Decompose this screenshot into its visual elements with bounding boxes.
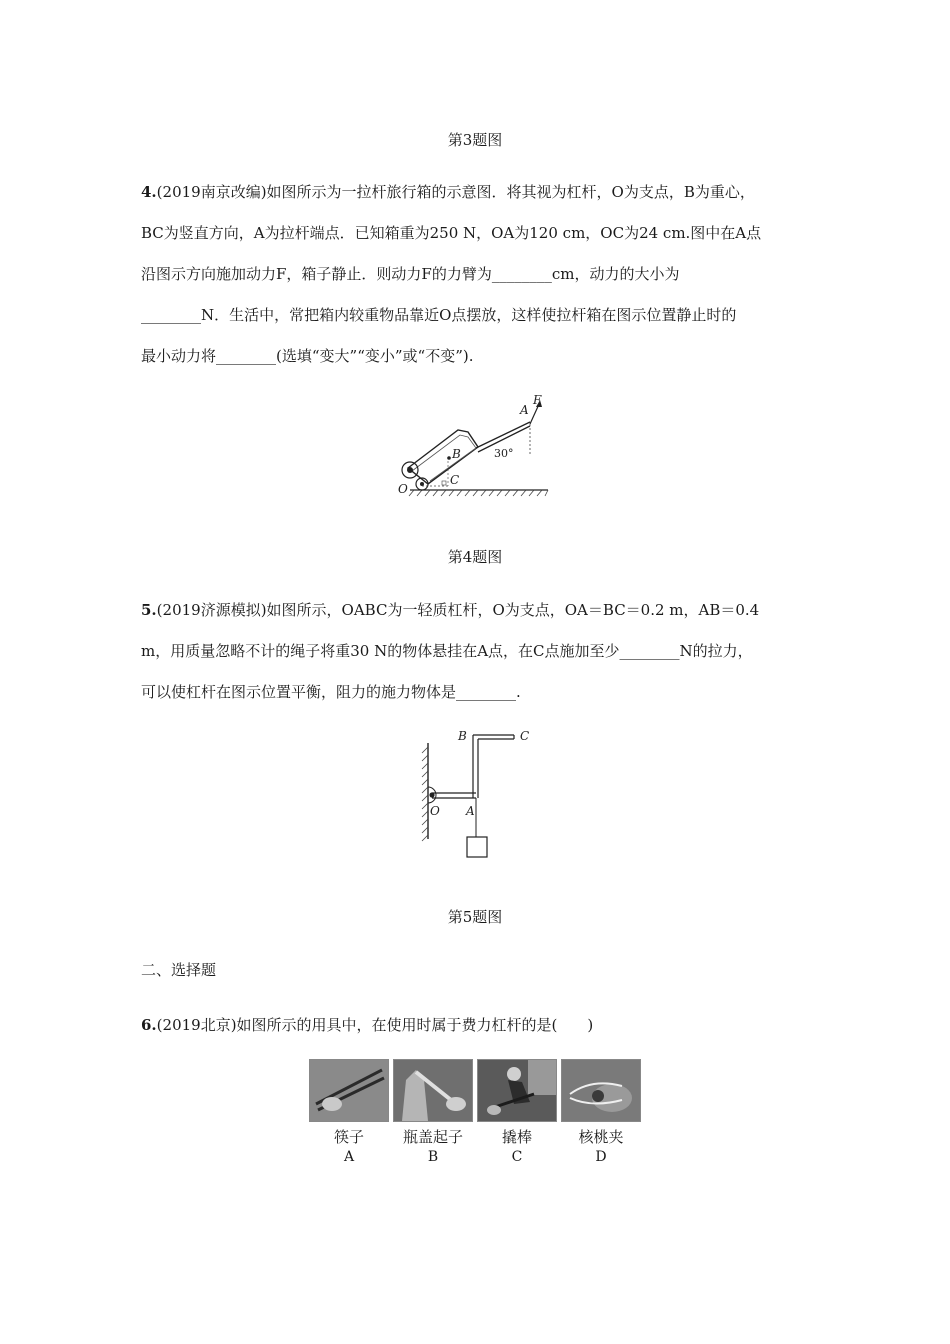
question-6-text: (2019北京)如图所示的用具中，在使用时属于费力杠杆的是( )	[156, 1016, 594, 1034]
question-5-line-1: (2019济源模拟)如图所示，OABC为一轻质杠杆，O为支点，OA＝BC＝0.2 m，AB＝0.4	[156, 601, 760, 619]
question-4-line-1: (2019南京改编)如图所示为一拉杆旅行箱的示意图．将其视为杠杆，O为支点，B为重心，	[156, 183, 755, 201]
figure-5-label-O: O	[430, 804, 440, 818]
option-c-letter: C	[511, 1149, 523, 1165]
question-4-line-3: 沿图示方向施加动力F，箱子静止．则动力F的力臂为________cm，动力的大小为	[141, 265, 680, 283]
option-b-label: 瓶盖起子	[402, 1128, 463, 1146]
question-5-number: 5.	[141, 601, 157, 619]
question-4-line-4: ________N．生活中，常把箱内较重物品靠近O点摆放，这样使拉杆箱在图示位置静止时的	[141, 306, 737, 324]
figure-5-caption: 第5题图	[447, 908, 503, 926]
figure-5-label-C: C	[520, 729, 530, 743]
option-a-label: 筷子	[333, 1128, 364, 1146]
figure-5-label-A: A	[466, 804, 475, 818]
figure-4-label-B: B	[452, 447, 461, 461]
section-title: 二、选择题	[141, 961, 217, 979]
option-b-letter: B	[427, 1149, 439, 1165]
question-4-line-5: 最小动力将________(选填“变大”“变小”或“不变”).	[141, 347, 474, 365]
question-6-number: 6.	[141, 1016, 157, 1034]
question-4-number: 4.	[141, 183, 157, 201]
figure-4-label-C: C	[450, 473, 460, 487]
chopsticks-photo	[309, 1059, 389, 1122]
bottle-opener-photo	[393, 1059, 473, 1122]
option-a[interactable]	[309, 1059, 389, 1165]
figure-4-diagram	[390, 392, 560, 507]
option-d[interactable]	[561, 1059, 641, 1165]
option-d-label: 核桃夹	[578, 1128, 624, 1146]
figure-4-label-angle: 30°	[494, 447, 514, 460]
question-6-options	[309, 1059, 649, 1169]
figure-3-caption: 第3题图	[447, 131, 503, 149]
option-b[interactable]	[393, 1059, 473, 1165]
figure-4-label-O: O	[398, 482, 408, 496]
question-4	[141, 172, 821, 377]
question-5	[141, 590, 821, 713]
option-d-letter: D	[595, 1149, 607, 1165]
question-6	[141, 1005, 821, 1046]
crowbar-photo	[477, 1059, 557, 1122]
figure-5-diagram	[410, 725, 540, 865]
figure-4-label-A: A	[520, 403, 529, 417]
nutcracker-photo	[561, 1059, 641, 1122]
question-5-line-3: 可以使杠杆在图示位置平衡，阻力的施力物体是________.	[141, 683, 521, 701]
figure-4-label-F: F	[533, 393, 542, 407]
figure-5-label-B: B	[458, 729, 467, 743]
option-a-letter: A	[343, 1149, 355, 1165]
option-c[interactable]	[477, 1059, 557, 1165]
figure-4-caption: 第4题图	[447, 548, 503, 566]
question-5-line-2: m，用质量忽略不计的绳子将重30 N的物体悬挂在A点，在C点施加至少________N的拉力，	[141, 642, 753, 660]
question-4-line-2: BC为竖直方向，A为拉杆端点．已知箱重为250 N，OA为120 cm，OC为24 cm.图中在A点	[141, 224, 762, 242]
option-c-label: 撬棒	[501, 1128, 532, 1146]
